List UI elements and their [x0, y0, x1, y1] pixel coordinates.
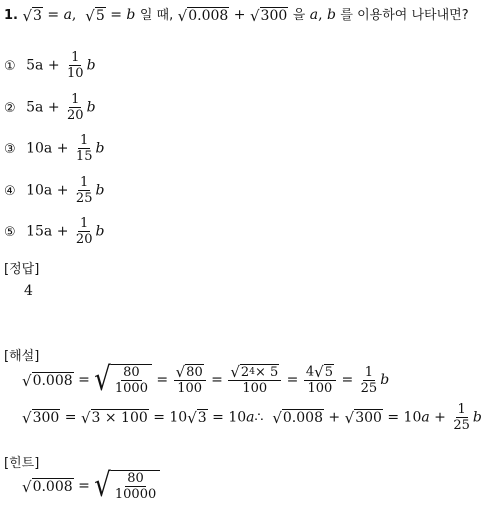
- choice-den: 25: [75, 191, 93, 206]
- choice-mark: ③: [4, 141, 16, 157]
- choice-den: 20: [75, 232, 93, 247]
- choice-1[interactable]: ① 5a + $\frac{1}{10}$ b: [4, 50, 96, 81]
- choice-4[interactable]: ④ 10a + $\frac{1}{25}$ b: [4, 175, 105, 206]
- choice-mark: ④: [4, 183, 16, 199]
- choice-coef: 10a: [26, 140, 53, 157]
- hint-line: √ 0.008 = √ $\frac{80}{10000}$: [22, 470, 160, 502]
- choice-den: 15: [75, 149, 93, 164]
- explanation-line-2: √ 300 = √ 3 × 100 = 10 √ 3 = 10a∴ √ 0.008 + √ 300 = 10a + $\frac{1}{25}$ b: [22, 402, 482, 433]
- choice-2[interactable]: ② 5a + $\frac{1}{20}$ b: [4, 92, 96, 123]
- choice-coef: 10a: [26, 182, 53, 199]
- choice-coef: 5a: [26, 57, 44, 74]
- answer-label: [정답]: [4, 262, 40, 277]
- question-text-3: 를 이용하여 나타내면?: [340, 8, 469, 23]
- choice-3[interactable]: ③ 10a + $\frac{1}{15}$ b: [4, 133, 105, 164]
- choice-num: 1: [80, 133, 89, 148]
- choice-num: 1: [80, 175, 89, 190]
- choice-mark: ⑤: [4, 224, 16, 240]
- choice-mark: ①: [4, 58, 16, 74]
- choice-num: 1: [71, 50, 80, 65]
- answer-value: 4: [24, 283, 33, 299]
- choice-coef: 5a: [26, 99, 44, 116]
- choice-den: 10: [67, 66, 84, 81]
- hint-label: [힌트]: [4, 456, 40, 471]
- question-text-1: 일 때,: [139, 8, 174, 23]
- choice-5[interactable]: ⑤ 15a + $\frac{1}{20}$ b: [4, 216, 105, 247]
- choice-num: 1: [71, 92, 80, 107]
- choice-mark: ②: [4, 100, 16, 116]
- question-line: 1. √ 3 = a, √ 5 = b 일 때, √ 0.008 + √ 300 을 a, b 를 이용하여 나타내면?: [4, 6, 469, 25]
- given-math: √ 3 = a, √ 5 = b: [22, 6, 136, 25]
- choice-num: 1: [80, 216, 89, 231]
- choice-coef: 15a: [26, 223, 53, 240]
- choice-den: 20: [67, 108, 84, 123]
- explanation-line-1: √ 0.008 = √ $\frac{80}{1000}$ = √ 80 100 = √ 2 4 × 5 100 = 4 √ 5 100 = $\frac{1}{25}$ b: [22, 361, 390, 399]
- target-expression: √ 0.008 + √ 300: [177, 6, 288, 25]
- explanation-label: [해설]: [4, 349, 40, 364]
- question-text-2: 을: [292, 8, 306, 23]
- question-number: 1.: [4, 8, 18, 23]
